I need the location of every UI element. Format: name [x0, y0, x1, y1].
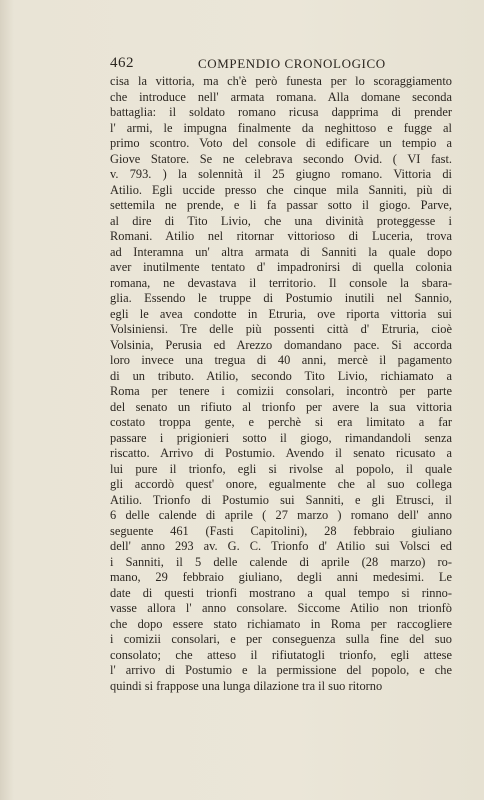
text-line: aver inutilmente tentato d' impadronirsi di quella colonia — [110, 260, 452, 274]
text-line: cisa la vittoria, ma ch'è però funesta per lo scoraggiamento — [110, 74, 452, 88]
text-line: consolato; che atteso il rifiutatogli trionfo, egli attese — [110, 647, 452, 662]
text-line: primo scontro. Voto del console di edificare un tempio a — [110, 136, 452, 150]
text-line: 6 delle calende di aprile ( 27 marzo ) romano dell' anno — [110, 508, 452, 522]
text-line: v. 793. ) la solennità il 25 giugno romano. Vittoria di — [110, 167, 452, 181]
text-line: lui pure il trionfo, egli si rivolse al popolo, il quale — [110, 461, 452, 476]
text-line: Volsiniensi. Tre delle più possenti città d' Etruria, cioè — [110, 322, 452, 336]
page-header — [110, 55, 450, 73]
text-line: quindi si frappose una lunga dilazione tra il suo ritorno — [110, 678, 383, 693]
text-line: passare i prigionieri sotto il giogo, rimandandoli senza — [110, 430, 452, 445]
text-line: costato troppa gente, e perchè si era limitato a far — [110, 415, 452, 429]
text-line: date di questi trionfi mostrano a qual tempo si rinno- — [110, 585, 452, 600]
text-line: l' arrivo di Postumio e la permissione del popolo, e che — [110, 663, 452, 677]
text-line: seguente 461 (Fasti Capitolini), 28 febbraio giuliano — [110, 523, 452, 538]
text-line: vasse allora l' anno consolare. Siccome Atilio non trionfò — [110, 601, 452, 615]
text-line: ad Interamna un' altra armata di Sanniti la quale dopo — [110, 244, 452, 259]
text-line: loro invece una tregua di 40 anni, mercè il pagamento — [110, 353, 452, 367]
text-line: Giove Statore. Se ne celebrava secondo Ovid. ( VI fast. — [110, 151, 452, 166]
text-line: mano, 29 febbraio giuliano, degli anni medesimi. Le — [110, 570, 452, 584]
body-text — [110, 74, 452, 694]
text-line: glia. Essendo le truppe di Postumio inutili nel Sannio, — [110, 291, 452, 305]
text-line: Roma per tenere i comizii consolari, incontrò per parte — [110, 384, 452, 398]
text-line: egli le avea condotte in Etruria, ove riporta vittoria sui — [110, 306, 452, 321]
text-line: battaglia: il soldato romano ricusa dapprima di prender — [110, 105, 452, 119]
text-line: Romani. Atilio nel ritornar vittorioso di Luceria, trova — [110, 229, 452, 243]
text-line: l' armi, le impugna finalmente da neghittoso e fugge al — [110, 120, 452, 135]
text-line: settemila ne prende, e li fa passar sotto il giogo. Parve, — [110, 198, 452, 212]
text-line: dell' anno 293 av. G. C. Trionfo d' Atilio sui Volsci ed — [110, 539, 452, 553]
text-line: che introduce nell' armata romana. Alla domane seconda — [110, 89, 452, 104]
page-number: 462 — [110, 55, 134, 71]
text-line: i Sanniti, il 5 delle calende di aprile (28 marzo) ro- — [110, 554, 452, 569]
text-line: del senato un rifiuto al trionfo per avere la sua vittoria — [110, 399, 452, 414]
text-line: al dire di Tito Livio, che una divinità proteggesse i — [110, 213, 452, 228]
text-line: gli accordò quest' onore, egualmente che al suo collega — [110, 477, 452, 491]
text-line: i comizii consolari, e per conseguenza sulla fine del suo — [110, 632, 452, 646]
text-line: Volsinia, Perusia ed Arezzo domandano pace. Si accorda — [110, 337, 452, 352]
text-line: Atilio. Egli uccide presso che cinque mila Sanniti, più di — [110, 182, 452, 197]
running-title: COMPENDIO CRONOLOGICO — [198, 56, 386, 71]
text-line: romana, ne devastava il territorio. Il console la sbara- — [110, 275, 452, 290]
text-line: Atilio. Trionfo di Postumio sui Sanniti, e gli Etrusci, il — [110, 492, 452, 507]
text-line: riscatto. Arrivo di Postumio. Avendo il senato ricusato a — [110, 446, 452, 460]
text-line: di un tributo. Atilio, secondo Tito Livio, richiamato a — [110, 368, 452, 383]
text-line: che dopo essere stato richiamato in Roma per raccogliere — [110, 616, 452, 631]
